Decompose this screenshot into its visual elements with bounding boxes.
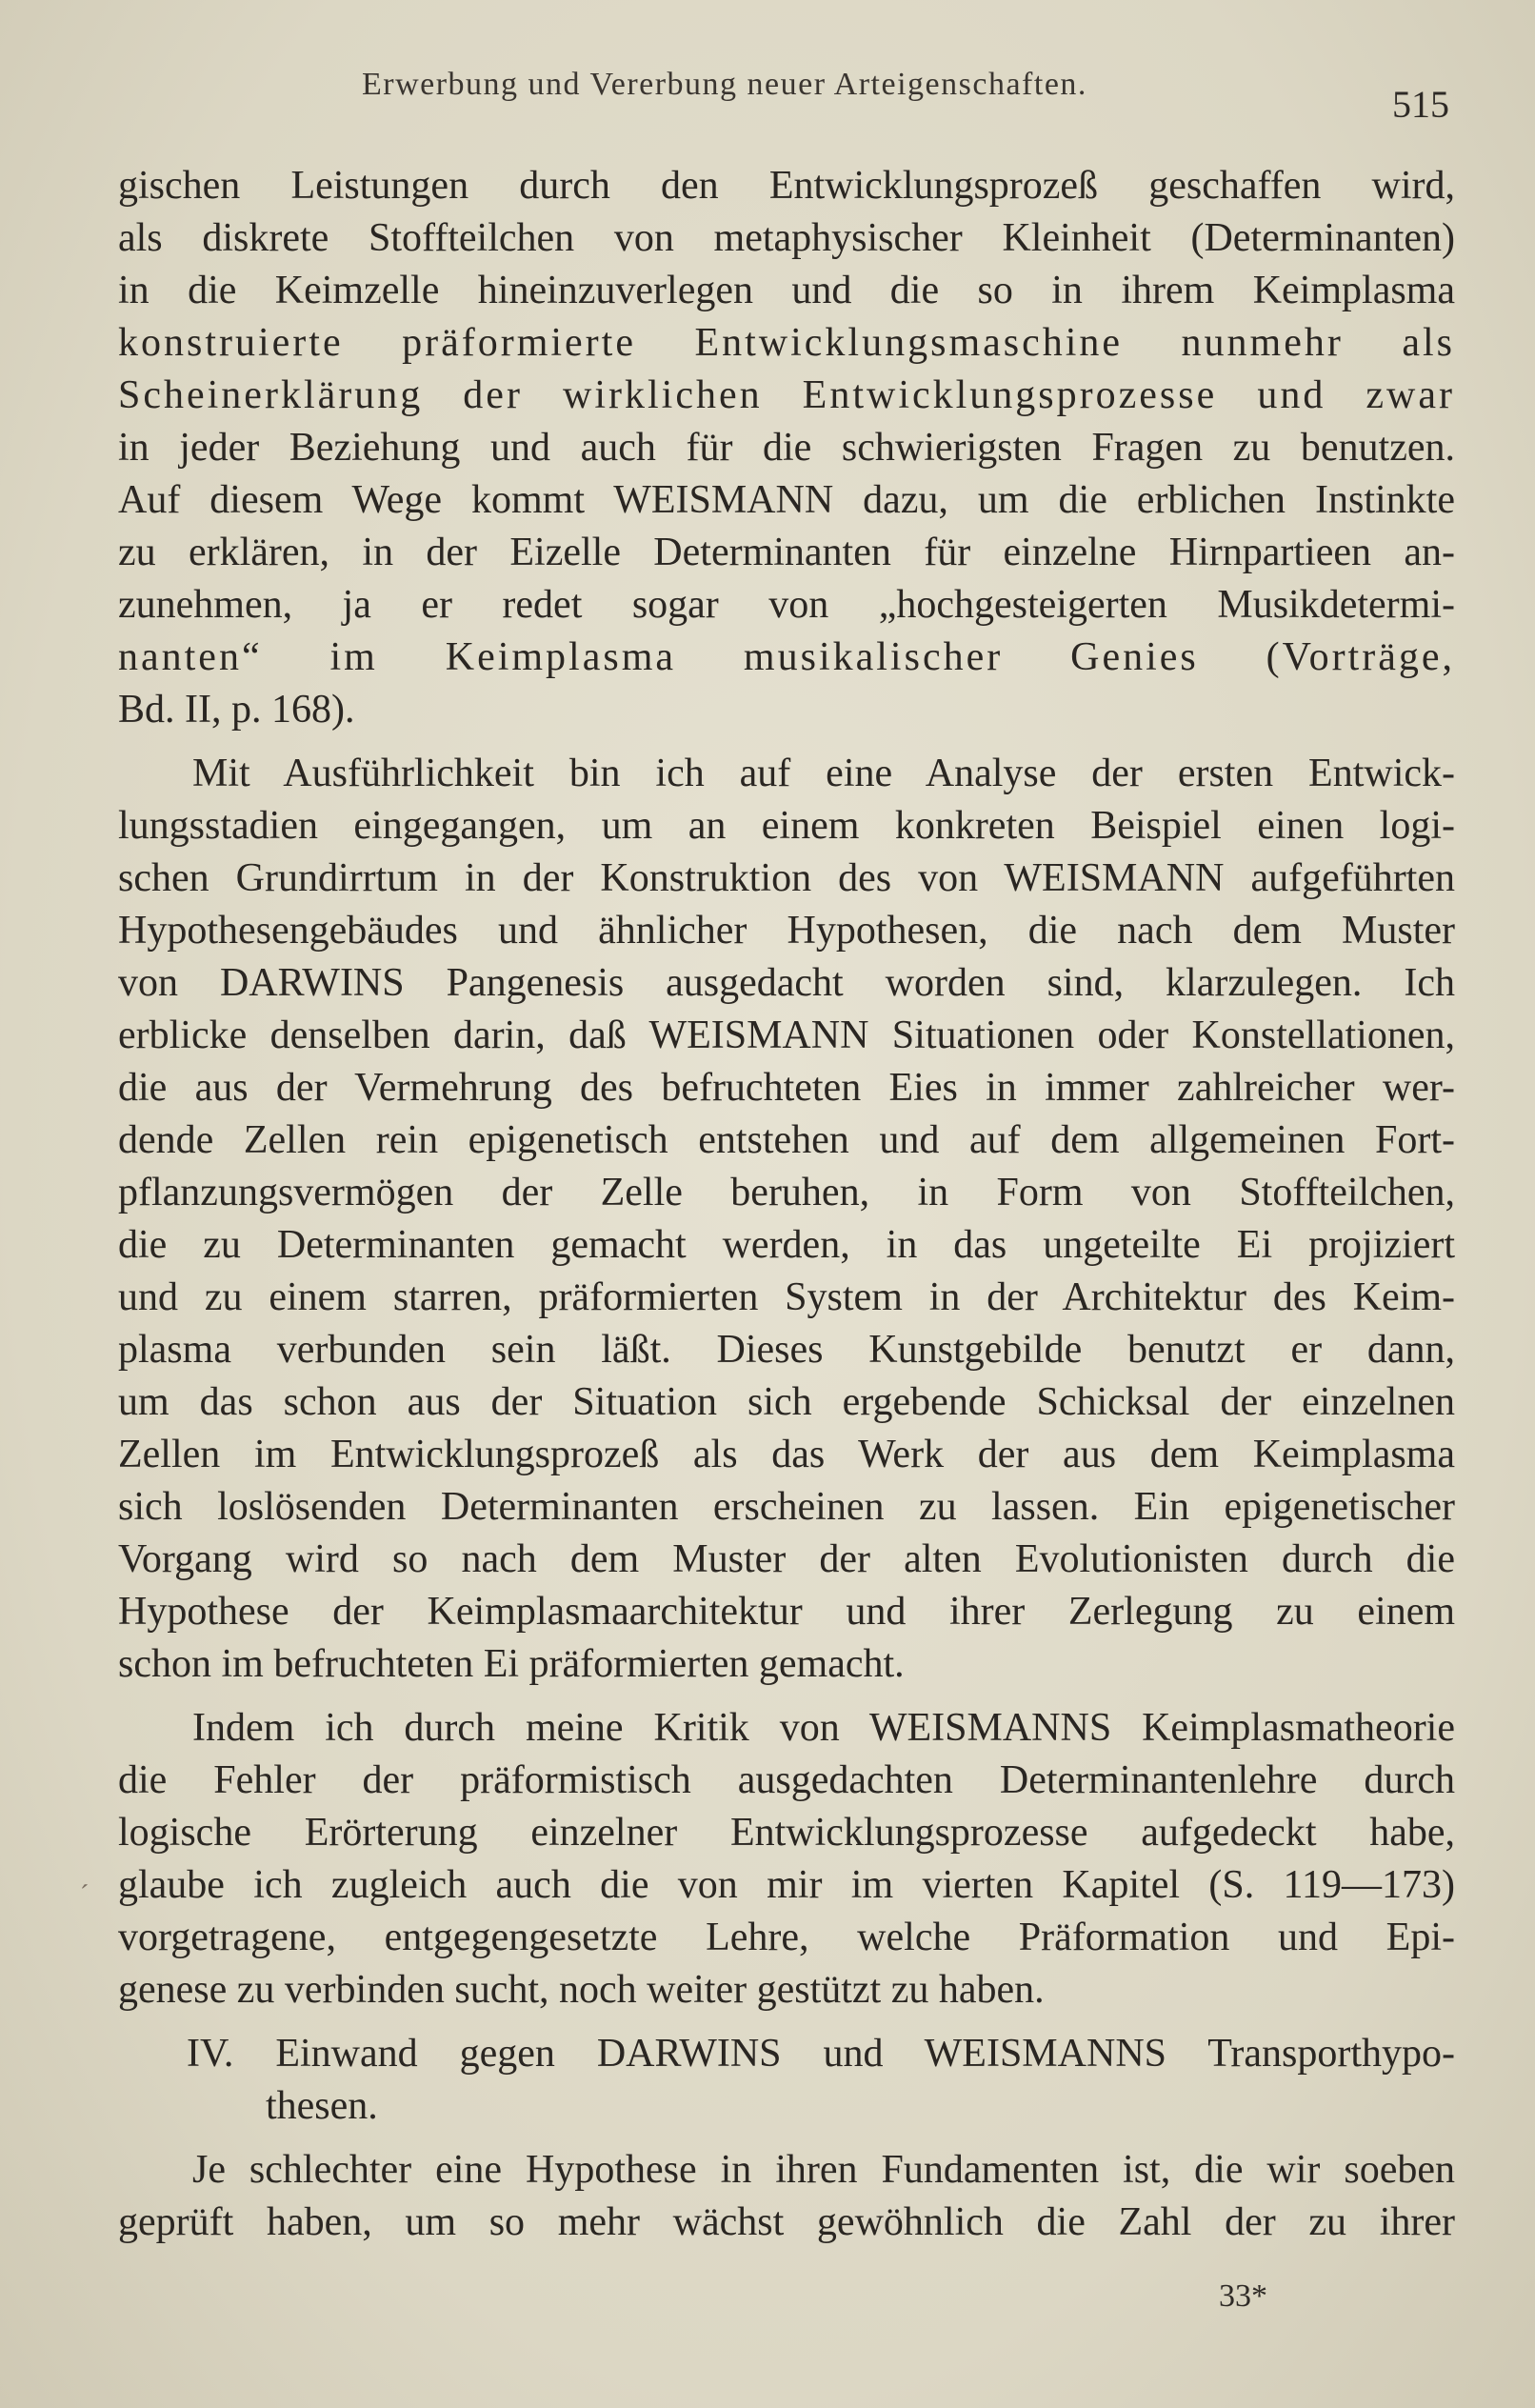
paragraph [118, 2144, 1455, 2249]
text-line: glaube ich zugleich auch die von mir im vierten Kapitel (S. 119—173) [118, 1863, 1455, 1907]
text-line: dende Zellen rein epigenetisch entstehen und auf dem allgemeinen Fort- [118, 1118, 1455, 1162]
text-line: schen Grundirrtum in der Konstruktion des von WEISMANN aufgeführten [118, 856, 1455, 900]
text-line: lungsstadien eingegangen, um an einem konkreten Beispiel einen logi- [118, 804, 1455, 848]
text-line: die zu Determinanten gemacht werden, in das ungeteilte Ei projiziert [118, 1223, 1455, 1267]
text-line: vorgetragene, entgegengesetzte Lehre, welche Präformation und Epi- [118, 1916, 1455, 1959]
text-line: gischen Leistungen durch den Entwicklungsprozeß geschaffen wird, [118, 164, 1455, 208]
paragraph [118, 748, 1455, 1691]
paragraph [118, 1702, 1455, 2017]
text-line: Scheinerklärung der wirklichen Entwicklungsprozesse und zwar [118, 373, 1455, 417]
text-line: Auf diesem Wege kommt WEISMANN dazu, um die erblichen Instinkte [118, 478, 1455, 522]
text-line: zunehmen, ja er redet sogar von „hochgesteigerten Musikdetermi- [118, 583, 1455, 627]
signature-mark: 33* [1219, 2278, 1267, 2314]
text-line: Bd. II, p. 168). [118, 688, 355, 732]
page-number: 515 [1392, 83, 1449, 126]
text-line: genese zu verbinden sucht, noch weiter gestützt zu haben. [118, 1968, 1045, 2012]
text-line: in jeder Beziehung und auch für die schwierigsten Fragen zu benutzen. [118, 426, 1455, 470]
text-line: logische Erörterung einzelner Entwicklungsprozesse aufgedeckt habe, [118, 1811, 1455, 1855]
text-line: Hypothesengebäudes und ähnlicher Hypothesen, die nach dem Muster [118, 909, 1455, 953]
text-line: plasma verbunden sein läßt. Dieses Kunstgebilde benutzt er dann, [118, 1328, 1455, 1372]
body-text [118, 160, 1455, 2249]
text-line: Zellen im Entwicklungsprozeß als das Werk der aus dem Keimplasma [118, 1433, 1455, 1476]
text-line: konstruierte präformierte Entwicklungsmaschine nunmehr als [118, 321, 1455, 365]
text-line: erblicke denselben darin, daß WEISMANN Situationen oder Konstellationen, [118, 1013, 1455, 1057]
text-line: Vorgang wird so nach dem Muster der alten Evolutionisten durch die [118, 1537, 1455, 1581]
margin-mark: ´ [80, 1880, 90, 1910]
text-line: die Fehler der präformistisch ausgedachten Determinantenlehre durch [118, 1758, 1455, 1802]
text-line: Mit Ausführlichkeit bin ich auf eine Analyse der ersten Entwick- [192, 752, 1455, 795]
text-line: die aus der Vermehrung des befruchteten Eies in immer zahlreicher wer- [118, 1066, 1455, 1110]
text-line: sich loslösenden Determinanten erscheinen zu lassen. Ein epigenetischer [118, 1485, 1455, 1529]
text-line: Hypothese der Keimplasmaarchitektur und ihrer Zerlegung zu einem [118, 1590, 1455, 1634]
text-line: Je schlechter eine Hypothese in ihren Fundamenten ist, die wir soeben [192, 2148, 1455, 2192]
text-line: Indem ich durch meine Kritik von WEISMANNS Keimplasmatheorie [192, 1706, 1455, 1750]
running-head: Erwerbung und Vererbung neuer Arteigenschaften. [362, 67, 1087, 102]
text-line: nanten“ im Keimplasma musikalischer Genies (Vorträge, [118, 635, 1455, 679]
text-line: pflanzungsvermögen der Zelle beruhen, in Form von Stoffteilchen, [118, 1171, 1455, 1214]
text-line: als diskrete Stoffteilchen von metaphysischer Kleinheit (Determinanten) [118, 216, 1455, 260]
text-line: um das schon aus der Situation sich ergebende Schicksal der einzelnen [118, 1380, 1455, 1424]
text-line: schon im befruchteten Ei präformierten gemacht. [118, 1642, 905, 1686]
text-line: von DARWINS Pangenesis ausgedacht worden sind, klarzulegen. Ich [118, 961, 1455, 1005]
text-line: und zu einem starren, präformierten System in der Architektur des Keim- [118, 1275, 1455, 1319]
paragraph-continuation [118, 160, 1455, 736]
text-line: zu erklären, in der Eizelle Determinanten für einzelne Hirnpartieen an- [118, 531, 1455, 574]
text-line: in die Keimzelle hineinzuverlegen und die so in ihrem Keimplasma [118, 269, 1455, 312]
section-heading [118, 2028, 1455, 2133]
section-heading-line: IV. Einwand gegen DARWINS und WEISMANNS Transporthypo- [187, 2032, 1455, 2076]
section-heading-line: thesen. [266, 2084, 378, 2128]
text-line: geprüft haben, um so mehr wächst gewöhnlich die Zahl der zu ihrer [118, 2200, 1455, 2244]
